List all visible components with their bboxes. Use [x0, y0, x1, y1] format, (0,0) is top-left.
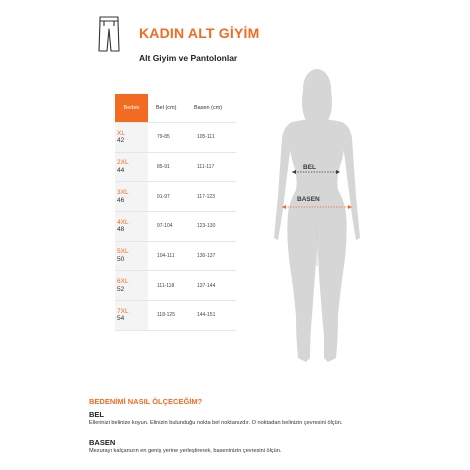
basen-value: 130-137 — [188, 241, 236, 271]
guide-title: BEDENİMİ NASIL ÖLÇECEĞİM? — [89, 397, 203, 406]
size-number: 46 — [117, 196, 125, 204]
size-code: 4XL — [117, 218, 129, 226]
bel-value: 91-97 — [148, 182, 188, 212]
size-number: 54 — [117, 315, 125, 323]
size-number: 42 — [117, 137, 125, 145]
basen-value: 111-117 — [188, 152, 236, 182]
basen-value: 117-123 — [188, 182, 236, 212]
basen-value: 105-111 — [188, 123, 236, 153]
table-row — [115, 182, 236, 212]
table-row — [115, 301, 236, 331]
table-row — [115, 152, 236, 182]
size-number: 44 — [117, 167, 125, 175]
size-code: 7XL — [117, 307, 129, 315]
size-chart-table — [115, 94, 236, 331]
size-cell — [115, 241, 148, 271]
size-code: 2XL — [117, 159, 129, 167]
guide-basen-text: Mezurayı kalçanızın en geniş yerine yerleştirerek, baseninizin çevresini ölçün. — [89, 448, 282, 454]
basen-value: 137-144 — [188, 271, 236, 301]
size-cell — [115, 212, 148, 242]
size-cell — [115, 301, 148, 331]
size-number: 50 — [117, 256, 125, 264]
bel-value: 104-111 — [148, 241, 188, 271]
header-bel: Bel (cm) — [148, 94, 188, 123]
bel-value: 85-91 — [148, 152, 188, 182]
table-row — [115, 212, 236, 242]
table-row — [115, 123, 236, 153]
basen-value: 123-130 — [188, 212, 236, 242]
guide-basen-heading: BASEN — [89, 438, 116, 447]
bel-label: BEL — [303, 164, 316, 171]
size-cell — [115, 152, 148, 182]
size-number: 48 — [117, 226, 125, 234]
body-silhouette — [262, 66, 372, 376]
pants-icon — [96, 15, 122, 53]
bel-value: 79-85 — [148, 123, 188, 153]
guide-bel-text: Ellerinizi belinize koyun. Elinizin bulunduğu nokta bel noktanızdır. O noktadan belinizin çevresini ölçün. — [89, 420, 343, 426]
size-cell — [115, 271, 148, 301]
size-number: 52 — [117, 285, 125, 293]
table-row — [115, 271, 236, 301]
table-row — [115, 241, 236, 271]
header-beden: Beden — [115, 94, 148, 123]
guide-bel-heading: BEL — [89, 410, 104, 419]
page-title: KADIN ALT GİYİM — [139, 25, 260, 41]
table-header-row — [115, 94, 236, 123]
page-subtitle: Alt Giyim ve Pantolonlar — [139, 53, 238, 63]
size-code: 5XL — [117, 248, 129, 256]
size-code: 6XL — [117, 277, 129, 285]
size-cell — [115, 182, 148, 212]
basen-label: BASEN — [297, 196, 320, 203]
basen-value: 144-151 — [188, 301, 236, 331]
bel-value: 118-125 — [148, 301, 188, 331]
bel-value: 97-104 — [148, 212, 188, 242]
size-cell — [115, 123, 148, 153]
size-code: XL — [117, 129, 125, 137]
size-code: 3XL — [117, 188, 129, 196]
header-basen: Basen (cm) — [188, 94, 236, 123]
bel-value: 111-118 — [148, 271, 188, 301]
